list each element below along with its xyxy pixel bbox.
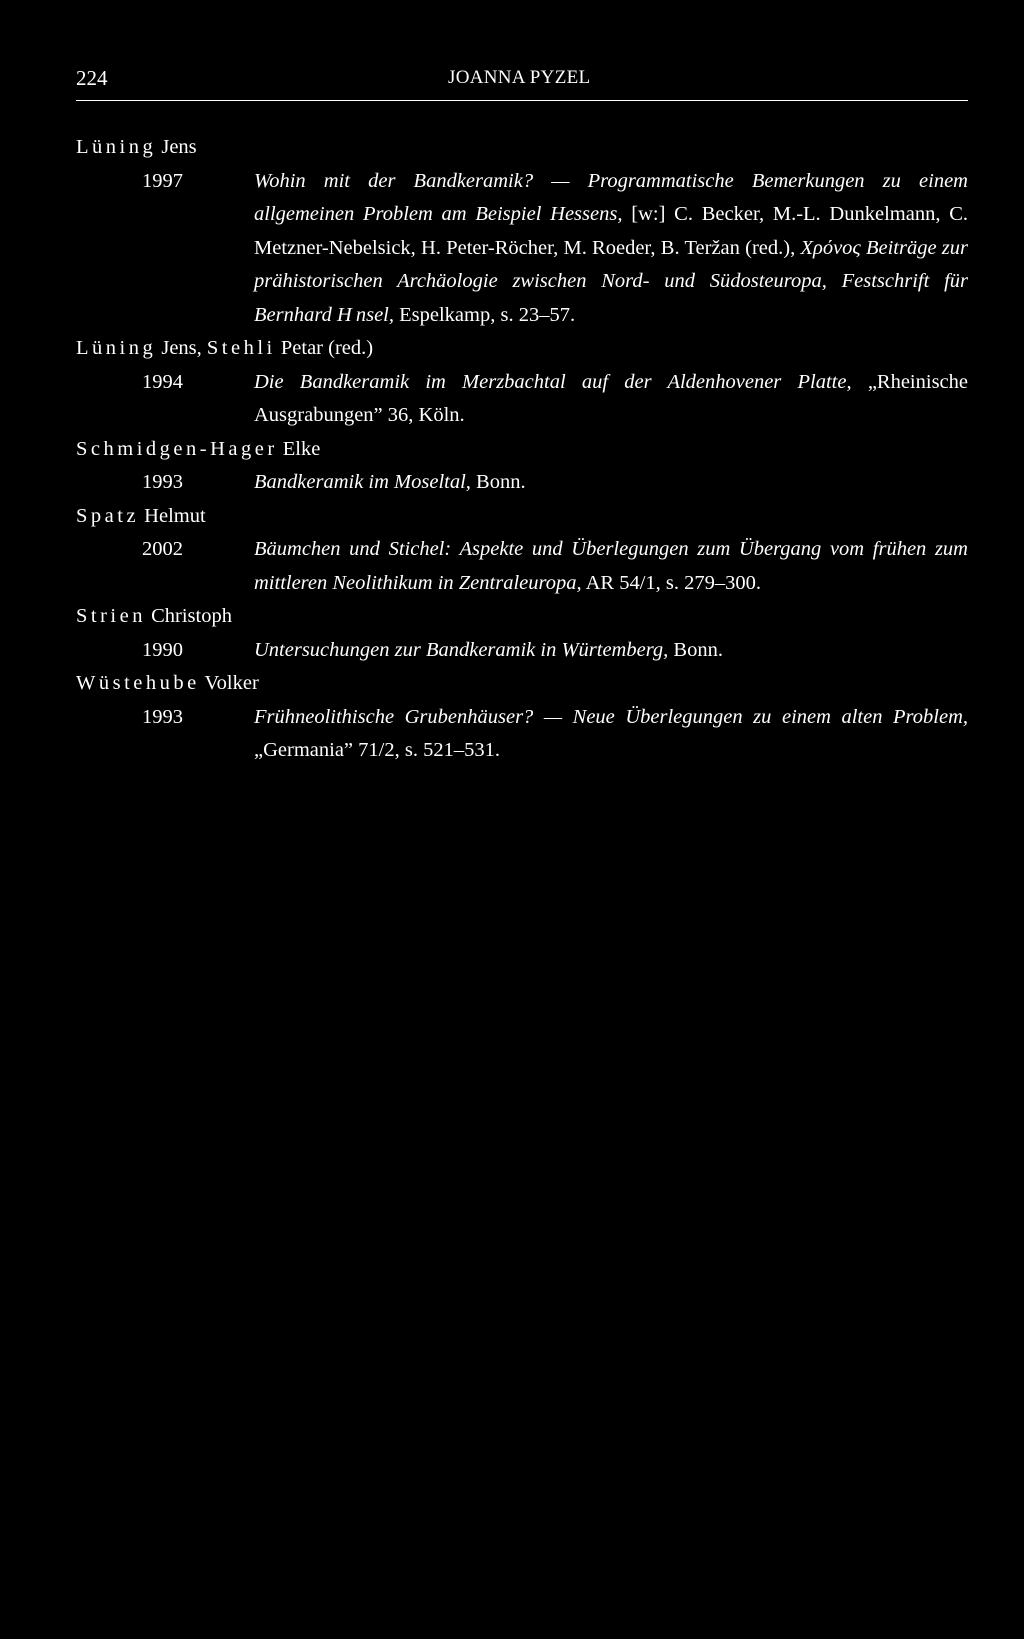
reference-year: 1997 [142, 169, 183, 192]
reference-details: [w:] C. Becker, M.-L. Dunkelmann, C. Metzner-Nebelsick, H. Peter-Röcher, M. Roeder, B. Teržan (red.), [254, 203, 969, 259]
author-forename: Jens [161, 136, 197, 158]
reference-publication: „Rheinische Ausgrabungen” 36, Köln. [254, 370, 969, 426]
reference-author [76, 433, 968, 467]
reference-title: Untersuchungen zur Bandkeramik in Würtemberg, [254, 638, 669, 661]
reference-author [76, 667, 968, 701]
reference-title: Wohin mit der Bandkeramik? — Programmatische Bemerkungen zu einem allgemeinen Problem am Beispiel Hessens, [254, 169, 968, 225]
reference-year: 1994 [142, 370, 183, 393]
author-forename: Petar (red.) [280, 337, 374, 359]
reference-entry [142, 466, 968, 500]
bibliography [76, 131, 968, 768]
author-forename: Christoph [151, 605, 232, 627]
author-forename: Jens, [161, 337, 202, 359]
reference-series-title: Beiträge zur prähistorischen Archäologie zwischen Nord- und Südosteuropa, Festschrift für Bernhard H nsel, [254, 236, 969, 326]
reference-author [76, 600, 968, 634]
reference-entry [142, 533, 968, 600]
page-number: 224 [76, 66, 108, 90]
reference-year: 1990 [142, 638, 183, 661]
reference-entry [142, 634, 968, 668]
reference-title: Bandkeramik im Moseltal, [254, 471, 471, 493]
reference-publication: AR 54/1, s. 279–300. [585, 571, 761, 594]
reference-greek-title: Χρόνος [800, 236, 861, 259]
reference-author [76, 500, 968, 534]
reference-year: 2002 [142, 538, 183, 560]
author-forename: Elke [282, 437, 321, 460]
reference-title: Bäumchen und Stichel: Aspekte und Überlegungen zum Übergang vom frühen zum mittleren Neolithikum in Zentraleuropa, [254, 538, 968, 594]
reference-publication: „Germania” 71/2, s. 521–531. [254, 739, 500, 761]
reference-author [76, 131, 968, 165]
author-forename: Helmut [144, 504, 206, 527]
author-surname: Lüning [76, 337, 157, 359]
author-forename: Volker [204, 672, 259, 694]
reference-entry [142, 366, 969, 433]
author-surname: Schmidgen-Hager [76, 437, 278, 460]
author-surname: Strien [76, 605, 146, 627]
reference-publication: Bonn. [476, 471, 526, 493]
author-surname: Spatz [76, 504, 140, 527]
reference-year: 1993 [142, 705, 183, 728]
page-header [76, 64, 968, 101]
reference-title: Frühneolithische Grubenhäuser? — Neue Überlegungen zu einem alten Problem, [254, 705, 968, 728]
reference-author [76, 332, 968, 366]
reference-year: 1993 [142, 471, 183, 493]
author-surname: Stehli [206, 337, 276, 359]
reference-title: Die Bandkeramik im Merzbachtal auf der Aldenhovener Platte, [254, 370, 852, 393]
running-head: JOANNA PYZEL [448, 67, 591, 88]
reference-publication: Espelkamp, s. 23–57. [399, 303, 576, 326]
reference-publication: Bonn. [673, 638, 723, 661]
reference-entry [142, 701, 968, 768]
reference-entry [142, 165, 969, 333]
author-surname: Lüning [76, 136, 157, 158]
author-surname: Wüstehube [76, 672, 200, 694]
